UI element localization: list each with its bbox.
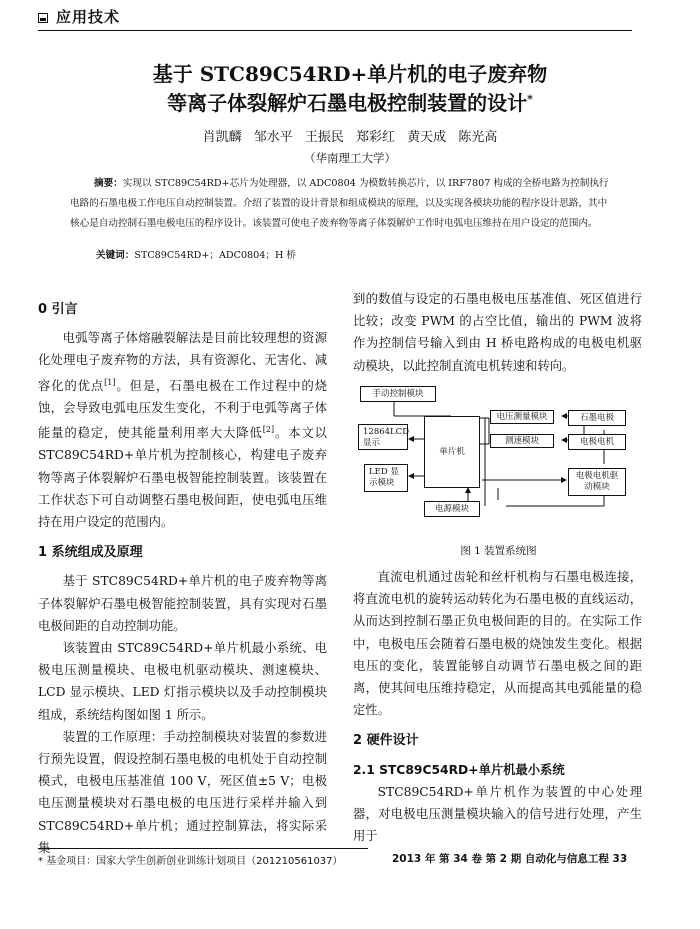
left-column xyxy=(38,290,327,859)
paragraph-principle: 装置的工作原理：手动控制模块对装置的参数进行预先设置，假设控制石墨电极的电机处于自动控制模式，电极电压基准值 100 V，死区值±5 V；电极电压测量模块对石墨电极的电压进行采样并输入到 STC89C54RD+单片机；通过控制算法，将实际采集 xyxy=(38,729,327,855)
keywords-label: 关键词： xyxy=(96,250,135,261)
keywords xyxy=(96,247,296,261)
footnote-rule xyxy=(38,848,368,849)
block-lcd: 12864LCD 显示 xyxy=(358,424,408,450)
section-square-icon xyxy=(38,13,48,23)
journal-info: 2013 年 第 34 卷 第 2 期 自动化与信息工程 33 xyxy=(392,853,628,865)
block-electrode-motor: 电极电机 xyxy=(568,434,626,450)
block-power: 电源模块 xyxy=(424,501,480,517)
figure-caption: 图 1 装置系统图 xyxy=(460,545,537,557)
affiliation: （华南理工大学） xyxy=(304,151,396,165)
block-led: LED 显示模块 xyxy=(364,464,408,492)
paragraph-system-2: 该装置由 STC89C54RD+单片机最小系统、电极电压测量模块、电极电机驱动模块、测速模块、LCD 显示模块、LED 灯指示模块以及手动控制模块组成，系统结构图如图 1 所示。 xyxy=(38,641,327,722)
abstract xyxy=(70,174,615,234)
title-footnote-mark: * xyxy=(527,92,533,106)
block-graphite-electrode: 石墨电极 xyxy=(568,410,626,426)
block-voltage-measure: 电压测量模块 xyxy=(490,410,554,424)
authors: 肖凯麟 邹水平 王振民 郑彩红 黄天成 陈光高 xyxy=(202,130,498,145)
ref-1: [1] xyxy=(104,377,116,387)
header-rule xyxy=(38,30,632,31)
abstract-text: 实现以 STC89C54RD+芯片为处理器，以 ADC0804 为模数转换芯片，以 IRF7807 构成的全桥电路为控制执行电路的石墨电极工作电压自动控制装置。介绍了装置的设计背景和组成模块的原理，以及实现各模块功能的程序设计思路，其中核心是自动控制石墨电极电压的程序设计。该装置可使电子废弃物等离子体裂解炉工作时电弧电压维持在用户设定的范围内。 xyxy=(70,178,609,229)
title-line-2: 等离子体裂解炉石墨电极控制装置的设计* xyxy=(167,91,533,115)
footnote-fund: * 基金项目：国家大学生创新创业训练计划项目（201210561037） xyxy=(38,856,343,867)
heading-mcu-minimal: 2.1 STC89C54RD+单片机最小系统 xyxy=(353,762,565,777)
section-label: 应用技术 xyxy=(56,8,121,26)
block-manual-control: 手动控制模块 xyxy=(360,386,436,402)
system-diagram xyxy=(356,384,646,532)
paragraph-intro: 电弧等离子体熔融裂解法是目前比较理想的资源化处理电子废弃物的方法，具有资源化、无害化、减容化的优点[1]。但是，石墨电极在工作过程中的烧蚀，会导致电弧电压发生变化，不利于电弧等离子体能量的稳定，使其能量利用率大大降低[2]。本文以 STC89C54RD+单片机为控制核心，构建电子废弃物等离子体裂解炉石墨电极智能控制装置。该装置在工作状态下可自动调整石墨电极间距，使电弧电压维持在用户设定的范围内。 xyxy=(38,331,327,530)
heading-intro: 0 引言 xyxy=(38,302,78,317)
diagram-connectors xyxy=(356,384,646,532)
abstract-label: 摘要： xyxy=(94,178,123,189)
section-header xyxy=(38,4,632,32)
right-column-top xyxy=(353,288,642,377)
block-motor-driver: 电极电机驱动模块 xyxy=(568,468,626,496)
paragraph-motor: 直流电机通过齿轮和丝杆机构与石墨电极连接，将直流电机的旋转运动转化为石墨电极的直线运动，从而达到控制石墨正负电极间距的目的。在实际工作中，电极电压会随着石墨电极的烧蚀发生变化。根据电压的变化，装置能够自动调节石墨电极之间的距离，使其间电压维持稳定，从而提高其电弧能量的稳定性。 xyxy=(353,570,642,718)
block-speed: 测速模块 xyxy=(490,434,554,448)
paragraph-mcu: STC89C54RD+单片机作为装置的中心处理器，对电极电压测量模块输入的信号进行处理，产生用于 xyxy=(353,784,642,844)
block-mcu: 单片机 xyxy=(424,416,480,488)
heading-hardware: 2 硬件设计 xyxy=(353,733,419,749)
keywords-text: STC89C54RD+；ADC0804；H 桥 xyxy=(134,250,296,261)
ref-2: [2] xyxy=(262,425,275,435)
paragraph-system-1: 基于 STC89C54RD+单片机的电子废弃物等离子体裂解炉石墨电极智能控制装置，具有实现对石墨电极间距的自动控制功能。 xyxy=(38,574,327,633)
right-column-bottom xyxy=(353,566,642,847)
title-line-1: 基于 STC89C54RD+单片机的电子废弃物 xyxy=(152,62,548,86)
paragraph-pwm: 到的数值与设定的石墨电极电压基准值、死区值进行比较；改变 PWM 的占空比值，输出的 PWM 波将作为控制信号输入到由 H 桥电路构成的电极电机驱动模块，以此控制直流电机转速和转向。 xyxy=(353,292,642,373)
heading-system: 1 系统组成及原理 xyxy=(38,545,143,561)
